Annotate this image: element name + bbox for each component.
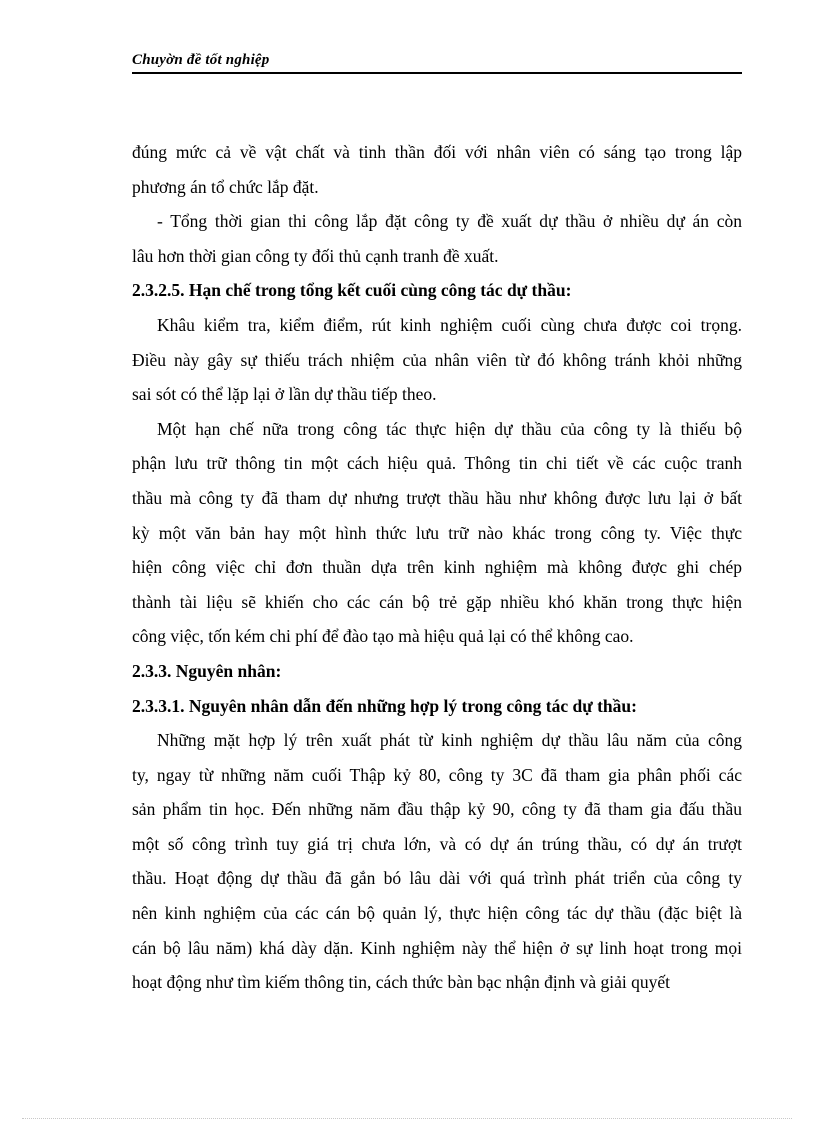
body-line: ty, ngay từ những năm cuối Thập kỷ 80, công ty 3C đã tham gia phân phối các xyxy=(132,764,742,785)
body-line: Một hạn chế nữa trong công tác thực hiện dự thầu của công ty là thiếu bộ xyxy=(157,418,742,439)
section-heading: 2.3.3.1. Nguyên nhân dẫn đến những hợp lý trong công tác dự thầu: xyxy=(132,695,637,716)
body-line: - Tổng thời gian thi công lắp đặt công ty đề xuất dự thầu ở nhiều dự án còn xyxy=(157,211,742,232)
body-line: thành tài liệu sẽ khiến cho các cán bộ trẻ gặp nhiều khó khăn trong thực hiện xyxy=(132,591,742,612)
body-line: thầu mà công ty đã tham dự nhưng trượt thầu hầu như không được lưu lại ở bất xyxy=(132,487,742,508)
section-heading: 2.3.2.5. Hạn chế trong tổng kết cuối cùng công tác dự thầu: xyxy=(132,280,572,301)
body-line: hiện công việc chỉ đơn thuần dựa trên kinh nghiệm mà không được ghi chép xyxy=(132,557,742,578)
body-line: Những mặt hợp lý trên xuất phát từ kinh nghiệm dự thầu lâu năm của công xyxy=(157,730,742,751)
body-line: phương án tổ chức lắp đặt. xyxy=(132,176,319,197)
body-line: lâu hơn thời gian công ty đối thủ cạnh tranh đề xuất. xyxy=(132,245,499,266)
body-line: kỳ một văn bản hay một hình thức lưu trữ nào khác trong công ty. Việc thực xyxy=(132,522,742,543)
section-heading: 2.3.3. Nguyên nhân: xyxy=(132,660,282,681)
body-line: cán bộ lâu năm) khá dày dặn. Kinh nghiệm này thể hiện ở sự linh hoạt trong mọi xyxy=(132,937,742,958)
body-line: sản phẩm tin học. Đến những năm đầu thập kỷ 90, công ty đã tham gia đấu thầu xyxy=(132,799,742,820)
header-title: Chuyờn đề tốt nghiệp xyxy=(132,52,270,68)
body-line: sai sót có thể lặp lại ở lần dự thầu tiếp theo. xyxy=(132,384,437,405)
body-line: đúng mức cả về vật chất và tinh thần đối với nhân viên có sáng tạo trong lập xyxy=(132,142,742,162)
page-bottom-divider xyxy=(22,1118,792,1119)
body-line: công việc, tốn kém chi phí để đào tạo mà hiệu quả lại có thể không cao. xyxy=(132,626,634,647)
body-line: Điều này gây sự thiếu trách nhiệm của nhân viên từ đó không tránh khỏi những xyxy=(132,349,742,370)
document-body xyxy=(132,135,742,1000)
body-line: hoạt động như tìm kiếm thông tin, cách thức bàn bạc nhận định và giải quyết xyxy=(132,972,671,993)
body-line: Khâu kiểm tra, kiểm điểm, rút kinh nghiệm cuối cùng chưa được coi trọng. xyxy=(157,314,742,335)
body-line: một số công trình tuy giá trị chưa lớn, và có dự án trúng thầu, có dự án trượt xyxy=(132,833,742,854)
body-line: nên kinh nghiệm của các cán bộ quản lý, thực hiện công tác dự thầu (đặc biệt là xyxy=(132,903,742,924)
body-line: thầu. Hoạt động dự thầu đã gắn bó lâu dài với quá trình phát triển của công ty xyxy=(132,868,742,889)
body-line: phận lưu trữ thông tin một cách hiệu quả. Thông tin chi tiết về các cuộc tranh xyxy=(132,453,742,474)
page-header xyxy=(132,50,742,74)
